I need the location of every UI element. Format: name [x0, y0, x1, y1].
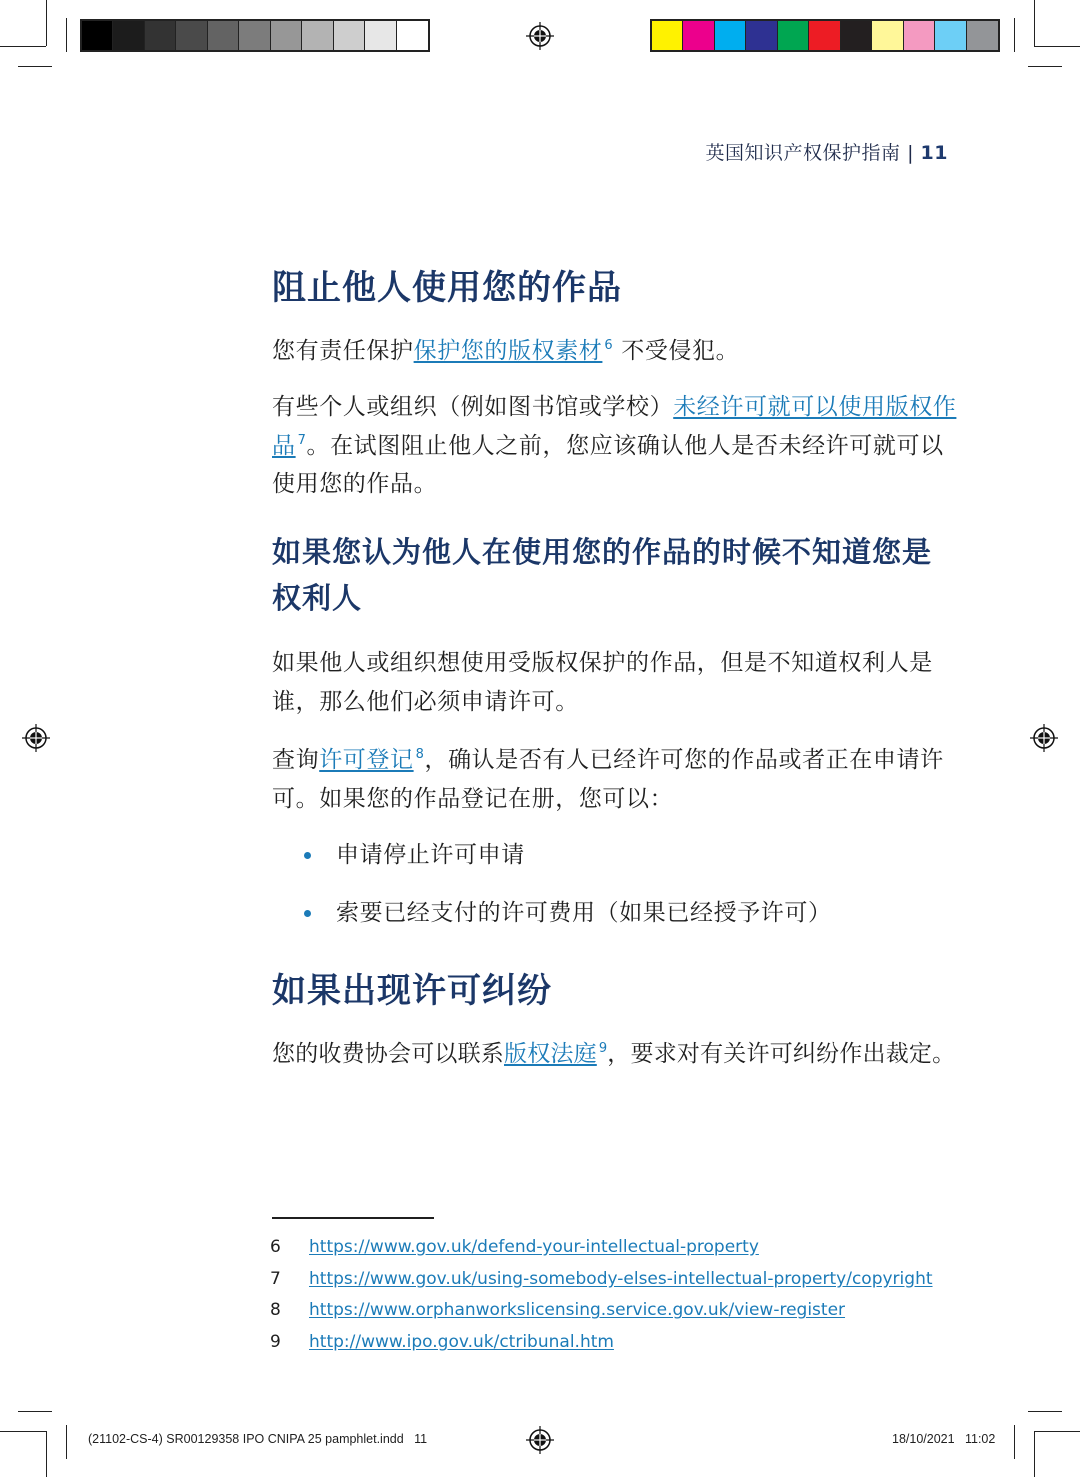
gray-swatch-7	[271, 21, 302, 50]
footnote-ref-8[interactable]: 8	[415, 747, 425, 763]
section-2-heading	[272, 529, 962, 621]
footnote-link[interactable]: http://www.ipo.gov.uk/ctribunal.htm	[309, 1332, 614, 1353]
list-item	[272, 894, 962, 932]
process-swatch-3	[715, 21, 746, 50]
bullet-text-1: 申请停止许可申请	[336, 842, 525, 868]
footnote-rule	[272, 1217, 434, 1219]
running-head-title: 英国知识产权保护指南	[705, 142, 901, 164]
registration-mark-bottom-icon	[526, 1426, 554, 1454]
s1p1-text-pre: 您有责任保护	[272, 338, 414, 364]
bullet-dot-icon	[304, 910, 311, 917]
registration-mark-left-icon	[22, 724, 50, 752]
s2p1-text: 如果他人或组织想使用受版权保护的作品，但是不知道权利人是谁，那么他们必须申请许可。	[272, 650, 933, 715]
footnotes	[270, 1232, 990, 1359]
gray-swatch-8	[302, 21, 333, 50]
section-1-paragraph-1	[272, 332, 962, 371]
gray-swatch-1	[82, 21, 113, 50]
footnote-item	[270, 1232, 990, 1264]
running-head	[706, 138, 948, 165]
grayscale-color-bar	[80, 19, 430, 52]
gray-swatch-3	[145, 21, 176, 50]
process-swatch-2	[683, 21, 714, 50]
section-2-heading-line-2: 权利人	[272, 581, 363, 615]
gray-swatch-6	[239, 21, 270, 50]
section-2-paragraph-1	[272, 644, 962, 721]
page-number: 11	[920, 142, 948, 164]
footnote-link[interactable]: https://www.gov.uk/using-somebody-elses-intellectual-property/copyright	[309, 1268, 933, 1289]
gray-swatch-9	[334, 21, 365, 50]
slug-date-time: 18/10/2021 11:02	[892, 1432, 996, 1446]
process-swatch-11	[967, 21, 998, 50]
bullet-text-2: 索要已经支付的许可费用（如果已经授予许可）	[336, 900, 832, 926]
footnote-link[interactable]: https://www.orphanworkslicensing.service.gov.uk/view-register	[309, 1300, 846, 1321]
use-without-permission-link-part-a[interactable]: 未经许可就可以使用版权作	[673, 394, 957, 420]
footnote-ref-7[interactable]: 7	[297, 432, 307, 448]
use-without-permission-link-part-b[interactable]: 品	[272, 432, 296, 459]
protect-copyright-link[interactable]: 保护您的版权素材	[413, 338, 603, 364]
gray-swatch-2	[113, 21, 144, 50]
section-stop-others	[272, 266, 962, 310]
footnote-item	[270, 1327, 990, 1359]
section-2-bullets	[272, 836, 962, 932]
process-swatch-1	[652, 21, 683, 50]
footnote-item	[270, 1295, 990, 1327]
footnote-ref-6[interactable]: 6	[604, 338, 614, 354]
section-3-heading: 如果出现许可纠纷	[272, 971, 552, 1011]
section-2-paragraph-2	[272, 741, 962, 818]
footnote-number: 9	[270, 1332, 281, 1353]
footnote-number: 8	[270, 1300, 281, 1321]
copyright-tribunal-link[interactable]: 版权法庭	[504, 1041, 597, 1067]
section-3-paragraph-1	[272, 1035, 972, 1074]
gray-swatch-4	[176, 21, 207, 50]
running-head-separator: |	[907, 142, 914, 164]
slug-file-info: (21102-CS-4) SR00129358 IPO CNIPA 25 pamphlet.indd 11	[88, 1432, 428, 1446]
registration-mark-right-icon	[1030, 724, 1058, 752]
gray-swatch-11	[397, 21, 428, 50]
gray-swatch-5	[208, 21, 239, 50]
gray-swatch-10	[365, 21, 396, 50]
footnote-number: 7	[270, 1268, 281, 1289]
s1p2-text-post: 。在试图阻止他人之前，您应该确认他人是否未经许可就可以使用您的作品。	[272, 432, 944, 497]
process-swatch-8	[872, 21, 903, 50]
license-register-link[interactable]: 许可登记	[319, 747, 414, 773]
s3p1-text-post: ，要求对有关许可纠纷作出裁定。	[607, 1041, 956, 1067]
list-item	[272, 836, 962, 874]
registration-mark-top-icon	[526, 22, 554, 50]
process-swatch-4	[746, 21, 777, 50]
process-swatch-5	[778, 21, 809, 50]
process-swatch-9	[904, 21, 935, 50]
bullet-dot-icon	[304, 852, 311, 859]
s2p2-text-post: ，确认是否有人已经许可您的作品或者正在申请许可。如果您的作品登记在册，您可以：	[272, 747, 944, 812]
s1p1-text-post: 不受侵犯。	[621, 338, 740, 364]
s3p1-text-pre: 您的收费协会可以联系	[272, 1041, 504, 1067]
section-3-heading-wrap	[272, 969, 962, 1013]
section-1-heading: 阻止他人使用您的作品	[272, 268, 622, 308]
process-swatch-7	[841, 21, 872, 50]
s2p2-text-pre: 查询	[272, 747, 320, 773]
process-swatch-6	[809, 21, 840, 50]
footnote-ref-9[interactable]: 9	[598, 1041, 608, 1057]
process-color-bar	[650, 19, 1000, 52]
process-swatch-10	[935, 21, 966, 50]
footnote-number: 6	[270, 1237, 281, 1257]
section-2-heading-line-1: 如果您认为他人在使用您的作品的时候不知道您是	[272, 535, 933, 569]
s1p2-text-pre: 有些个人或组织（例如图书馆或学校）	[272, 394, 674, 420]
footnote-item	[270, 1264, 990, 1296]
footnote-link[interactable]: https://www.gov.uk/defend-your-intellectual-property	[309, 1237, 759, 1257]
section-1-paragraph-2	[272, 388, 962, 504]
